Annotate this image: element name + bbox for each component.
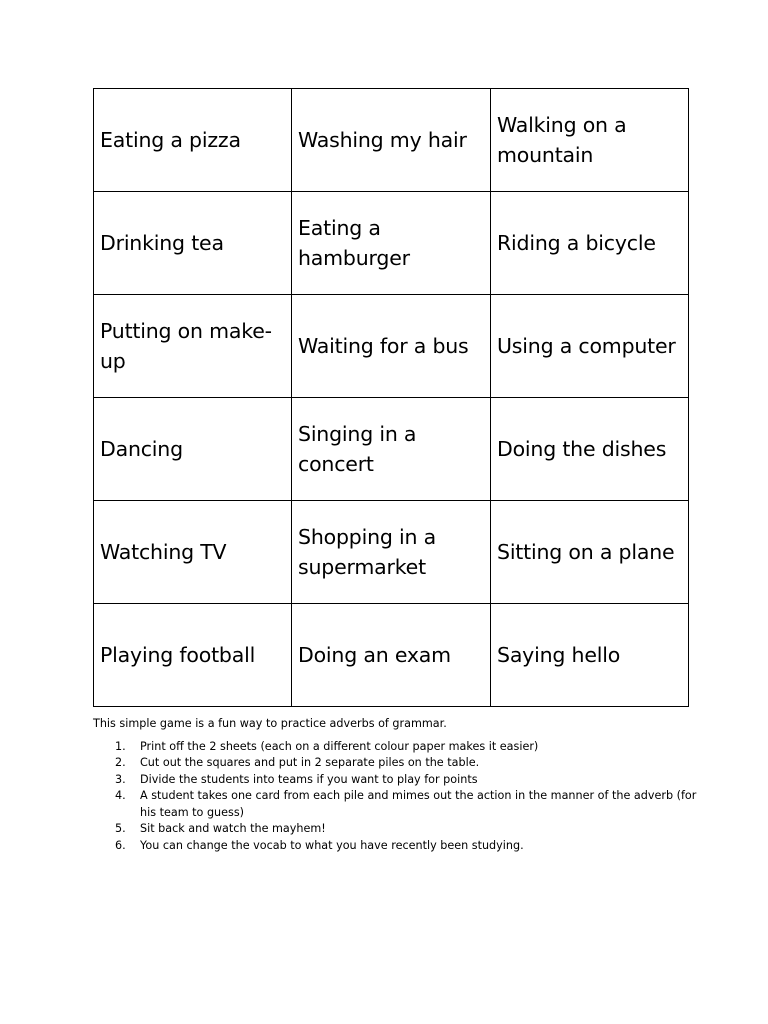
card-row [94,89,689,192]
activity-card: Doing an exam [292,604,491,707]
activity-card: Using a computer [491,295,689,398]
step-text: Divide the students into teams if you want to play for points [140,772,478,786]
step-number: 4. [115,789,126,802]
activity-card: Singing in a concert [292,398,491,501]
step-text: Sit back and watch the mayhem! [140,822,326,835]
card-row [94,398,689,501]
instruction-step [93,838,713,855]
activity-card: Dancing [94,398,292,501]
activity-card: Sitting on a plane [491,501,689,604]
step-number: 6. [115,838,126,852]
activity-card: Playing football [94,604,292,707]
activity-card: Saying hello [491,604,689,707]
step-number: 2. [115,756,126,769]
activity-card: Watching TV [94,501,292,604]
instructions-intro: This simple game is a fun way to practice adverbs of grammar. [93,717,447,730]
activity-card-grid [93,88,689,707]
step-text: A student takes one card from each pile and mimes out the action in the manner of the adverb (for his team to guess) [140,789,697,819]
card-row [94,295,689,398]
card-row [94,192,689,295]
activity-card: Walking on a mountain [491,89,689,192]
instruction-step [93,772,713,789]
step-number: 5. [115,822,126,835]
step-number: 1. [115,739,126,753]
activity-card: Eating a pizza [94,89,292,192]
instruction-step [93,788,713,821]
instructions-steps [93,739,713,855]
card-row [94,604,689,707]
activity-card: Riding a bicycle [491,192,689,295]
instruction-step [93,739,713,756]
instruction-step [93,755,713,772]
activity-card: Washing my hair [292,89,491,192]
instruction-step [93,821,713,838]
card-row [94,501,689,604]
game-instructions [93,716,713,854]
step-number: 3. [115,772,126,786]
step-text: Print off the 2 sheets (each on a different colour paper makes it easier) [140,739,539,753]
activity-card: Putting on make-up [94,295,292,398]
activity-card: Waiting for a bus [292,295,491,398]
step-text: You can change the vocab to what you have recently been studying. [140,838,524,852]
activity-card: Doing the dishes [491,398,689,501]
activity-card: Drinking tea [94,192,292,295]
step-text: Cut out the squares and put in 2 separate piles on the table. [140,756,480,769]
activity-card: Eating a hamburger [292,192,491,295]
activity-card: Shopping in a supermarket [292,501,491,604]
